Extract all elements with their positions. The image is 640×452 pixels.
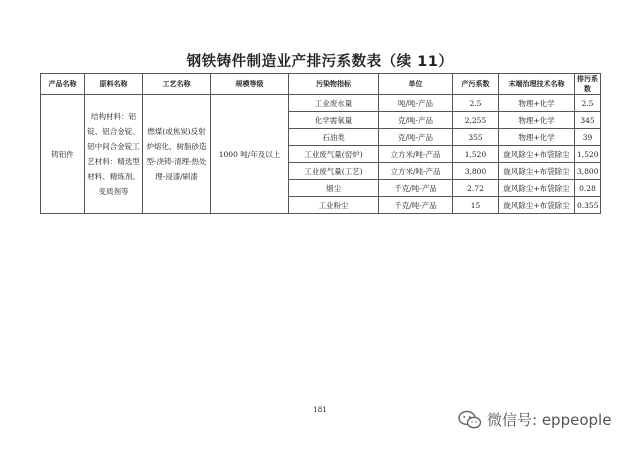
unit-cell: 立方米/吨-产品	[379, 146, 453, 163]
unit-cell: 千克/吨-产品	[379, 197, 453, 214]
pollutant-cell: 烟尘	[289, 180, 379, 197]
emission-coefficient-cell: 345	[575, 112, 601, 129]
emission-coefficient-cell: 0.355	[575, 197, 601, 214]
header-process: 工艺名称	[143, 74, 211, 95]
generation-coefficient-cell: 15	[453, 197, 499, 214]
generation-coefficient-cell: 355	[453, 129, 499, 146]
page-title: 钢铁铸件制造业产排污系数表（续 11）	[186, 54, 454, 70]
emission-coefficient-cell: 1,520	[575, 146, 601, 163]
pollutant-cell: 工业废气量(工艺)	[289, 163, 379, 180]
watermark	[458, 409, 611, 430]
pollutant-cell: 石油类	[289, 129, 379, 146]
pollutant-cell: 工业粉尘	[289, 197, 379, 214]
scale-cell: 1000 吨/年及以上	[211, 95, 289, 214]
treatment-technology-cell: 旋风除尘+布袋除尘	[499, 163, 575, 180]
material-cell: 结构材料：铝锭、铝合金锭、铝中间合金锭工艺材料：精选型材料、精炼剂、变质剂等	[85, 95, 143, 214]
pollutant-cell: 化学需氧量	[289, 112, 379, 129]
header-material: 原料名称	[85, 74, 143, 95]
process-cell: 燃煤(或焦炭)反射炉熔化，树脂砂造型-浇铸-清理-热处理-浸漆/刷漆	[143, 95, 211, 214]
pollutant-cell: 工业废水量	[289, 95, 379, 112]
treatment-technology-cell: 旋风除尘+布袋除尘	[499, 180, 575, 197]
page-number: 181	[313, 406, 327, 414]
emission-coefficient-cell: 39	[575, 129, 601, 146]
emission-coefficient-cell: 3,800	[575, 163, 601, 180]
treatment-technology-cell: 物理+化学	[499, 129, 575, 146]
generation-coefficient-cell: 1,520	[453, 146, 499, 163]
table-header-row	[41, 74, 601, 95]
generation-coefficient-cell: 2,255	[453, 112, 499, 129]
unit-cell: 立方米/吨-产品	[379, 163, 453, 180]
header-product: 产品名称	[41, 74, 85, 95]
emission-coefficient-cell: 0.28	[575, 180, 601, 197]
treatment-technology-cell: 物理+化学	[499, 95, 575, 112]
header-unit: 单位	[379, 74, 453, 95]
header-emission-coefficient: 排污系数	[575, 74, 601, 95]
unit-cell: 千克/吨-产品	[379, 180, 453, 197]
header-treatment-technology: 末端治理技术名称	[499, 74, 575, 95]
treatment-technology-cell: 旋风除尘+布袋除尘	[499, 197, 575, 214]
unit-cell: 吨/吨-产品	[379, 95, 453, 112]
product-cell: 铸铝件	[41, 95, 85, 214]
watermark-text: 微信号: eppeople	[487, 411, 612, 429]
generation-coefficient-cell: 3,800	[453, 163, 499, 180]
generation-coefficient-cell: 2.5	[453, 95, 499, 112]
table-row	[41, 95, 601, 112]
unit-cell: 克/吨-产品	[379, 129, 453, 146]
wechat-icon	[458, 410, 482, 430]
pollutant-cell: 工业废气量(窑炉)	[289, 146, 379, 163]
header-scale: 规模等级	[211, 74, 289, 95]
emission-coefficient-table	[40, 73, 601, 214]
generation-coefficient-cell: 2.72	[453, 180, 499, 197]
header-pollutant: 污染物指标	[289, 74, 379, 95]
emission-coefficient-cell: 2.5	[575, 95, 601, 112]
treatment-technology-cell: 旋风除尘+布袋除尘	[499, 146, 575, 163]
treatment-technology-cell: 物理+化学	[499, 112, 575, 129]
unit-cell: 克/吨-产品	[379, 112, 453, 129]
header-generation-coefficient: 产污系数	[453, 74, 499, 95]
